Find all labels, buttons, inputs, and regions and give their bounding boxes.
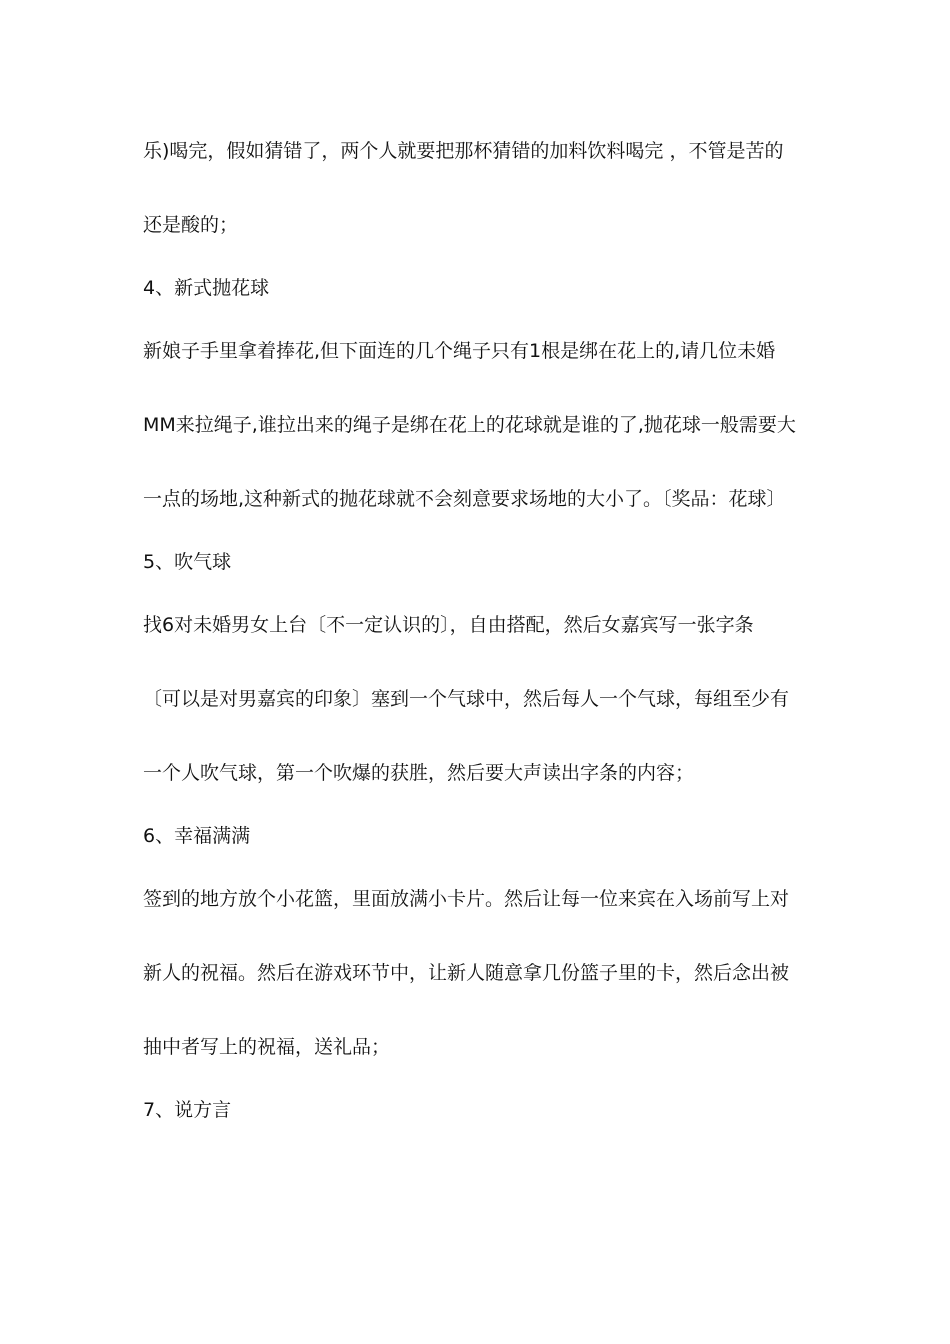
paragraph-line: 〔可以是对男嘉宾的印象〕塞到一个气球中，然后每人一个气球，每组至少有 (143, 688, 790, 710)
paragraph-line: 还是酸的； (143, 214, 239, 236)
paragraph-line: 一个人吹气球，第一个吹爆的获胜，然后要大声读出字条的内容； (143, 762, 695, 784)
paragraph-line: 新娘子手里拿着捧花,但下面连的几个绳子只有1根是绑在花上的,请几位未婚 (143, 340, 776, 362)
section-heading-5: 5、吹气球 (143, 551, 232, 573)
paragraph-line: 乐)喝完，假如猜错了，两个人就要把那杯猜错的加料饮料喝完 ，不管是苦的 (143, 140, 784, 162)
section-heading-6: 6、幸福满满 (143, 825, 251, 847)
paragraph-line: 新人的祝福。然后在游戏环节中，让新人随意拿几份篮子里的卡，然后念出被 (143, 962, 790, 984)
paragraph-line: 找6对未婚男女上台〔不一定认识的〕，自由搭配，然后女嘉宾写一张字条 (143, 614, 754, 636)
section-heading-7: 7、说方言 (143, 1099, 232, 1121)
paragraph-line: 一点的场地,这种新式的抛花球就不会刻意要求场地的大小了。〔奖品：花球〕 (143, 488, 786, 510)
paragraph-line: 签到的地方放个小花篮，里面放满小卡片。然后让每一位来宾在入场前写上对 (143, 888, 790, 910)
paragraph-line: MM来拉绳子,谁拉出来的绳子是绑在花上的花球就是谁的了,抛花球一般需要大 (143, 414, 796, 436)
section-heading-4: 4、新式抛花球 (143, 277, 270, 299)
paragraph-line: 抽中者写上的祝福，送礼品； (143, 1036, 391, 1058)
